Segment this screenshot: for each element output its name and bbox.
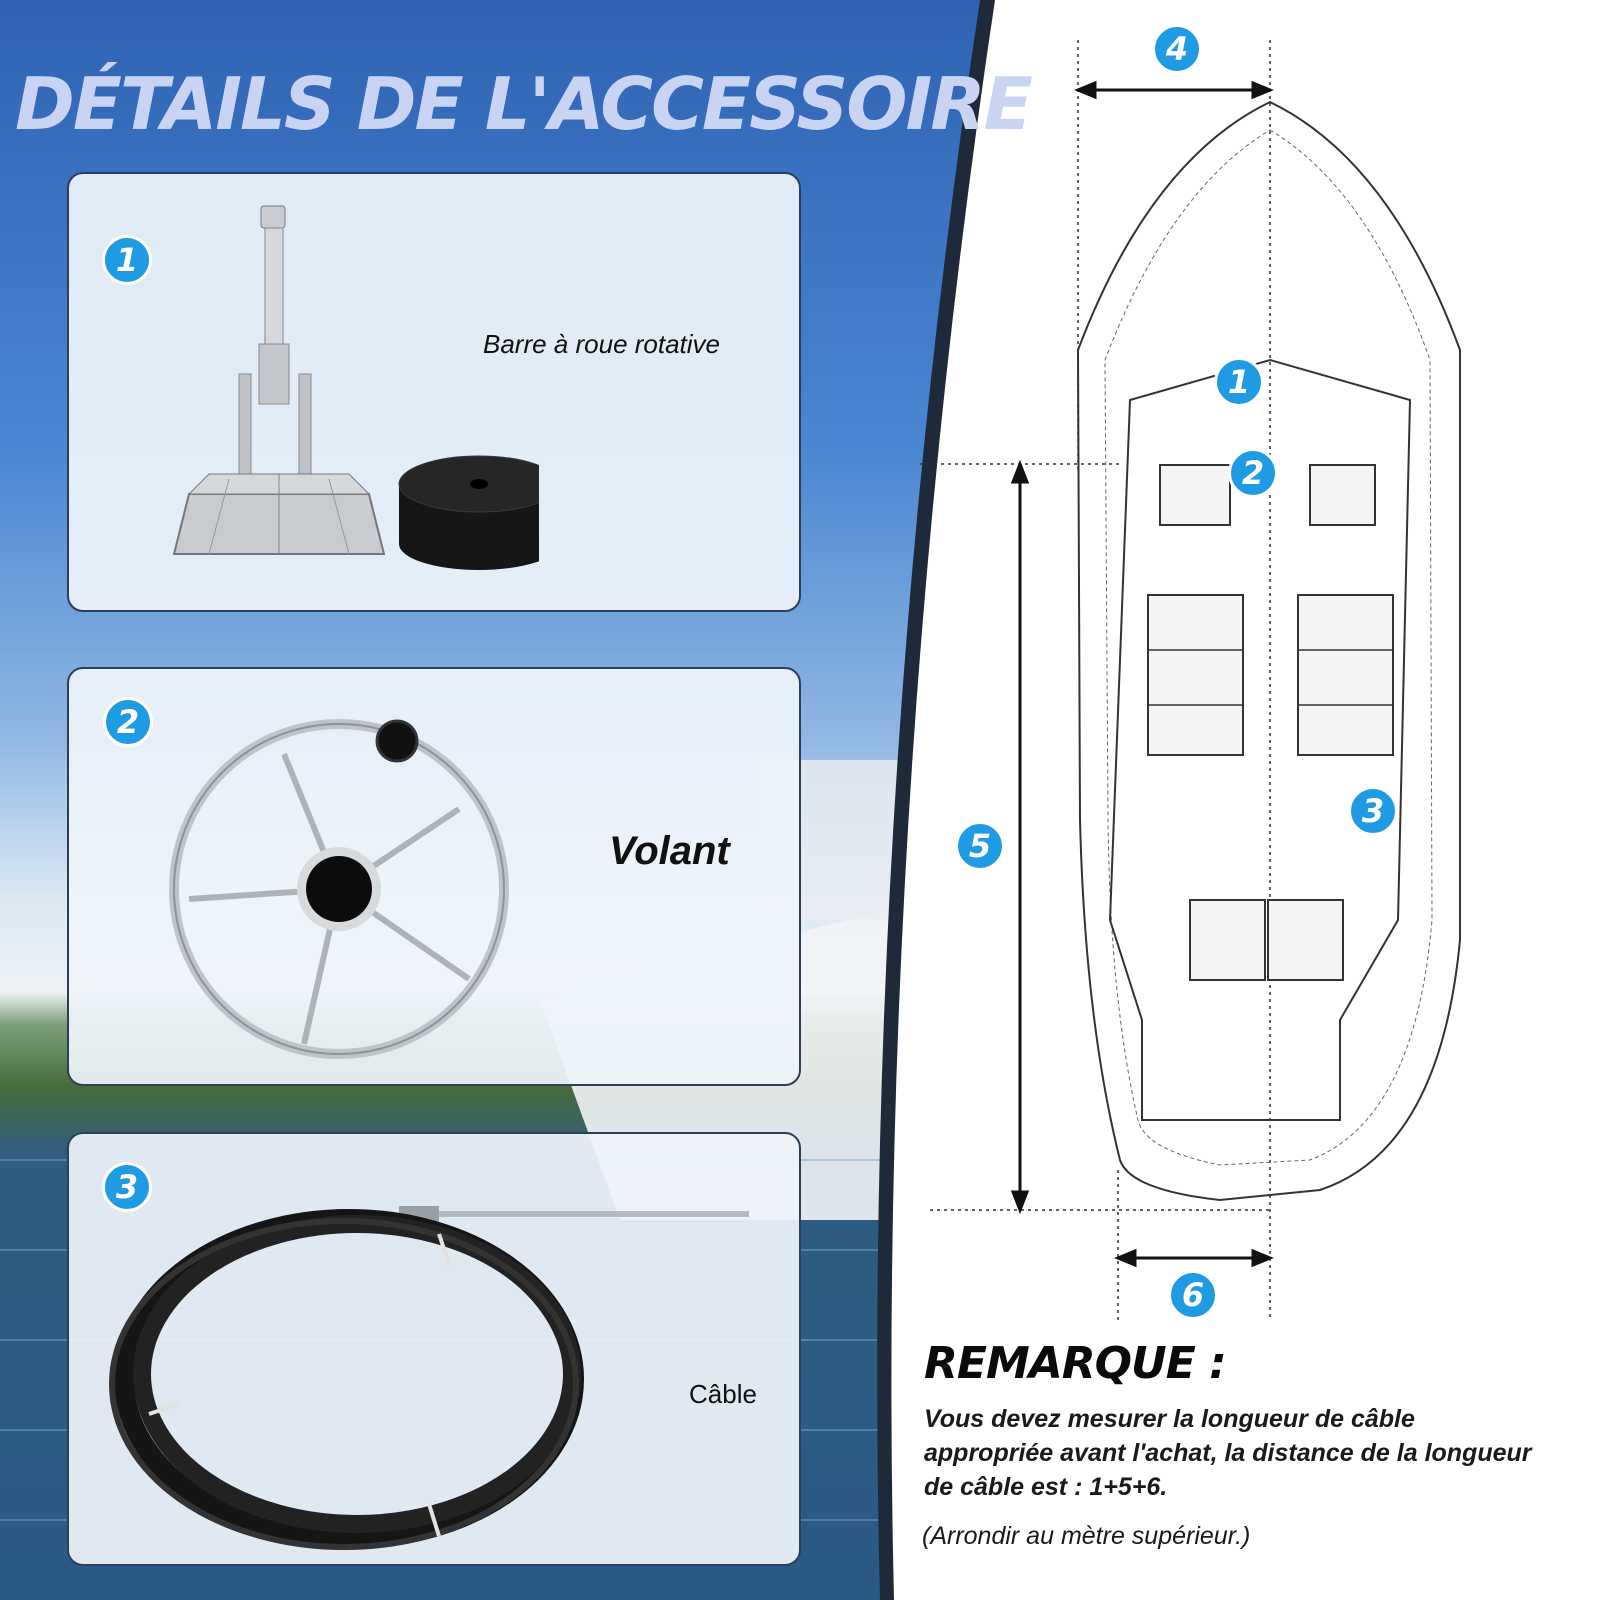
helm-unit-icon <box>119 194 539 594</box>
accessory-label: Câble <box>689 1379 757 1409</box>
note-text: Vous devez mesurer la longueur de câble appropriée avant l'achat, la distance de la longueur de câble est : 1+5+6. <box>924 1405 1532 1501</box>
diagram-marker-6: 6 <box>1168 1270 1218 1320</box>
accessory-label: Barre à roue rotative <box>483 329 721 359</box>
number-badge: 3 <box>102 1162 152 1212</box>
cable-coil-icon <box>109 1174 769 1554</box>
page-title: DÉTAILS DE L'ACCESSOIRE <box>15 62 1031 146</box>
diagram-marker-4: 4 <box>1152 24 1202 74</box>
diagram-marker-3: 3 <box>1348 786 1398 836</box>
diagram-marker-5: 5 <box>955 821 1005 871</box>
accessory-card-1 <box>67 172 801 612</box>
diagram-marker-1: 1 <box>1214 357 1264 407</box>
accessory-card-2 <box>67 667 801 1086</box>
number-badge: 2 <box>103 697 153 747</box>
boat-diagram <box>920 20 1600 1320</box>
accessory-card-3 <box>67 1132 801 1566</box>
note-title: REMARQUE : <box>924 1338 1226 1389</box>
number-badge: 1 <box>102 235 152 285</box>
accessory-label: Volant <box>609 829 730 873</box>
steering-wheel-icon <box>169 699 529 1069</box>
diagram-marker-2: 2 <box>1228 448 1278 498</box>
note-subtext: (Arrondir au mètre supérieur.) <box>922 1522 1251 1550</box>
